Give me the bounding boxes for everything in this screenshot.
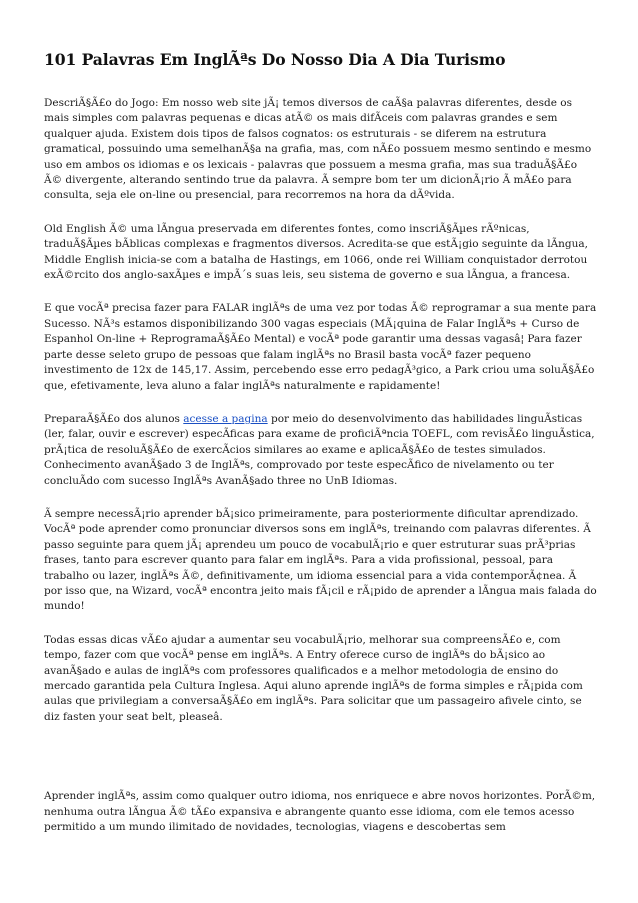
- document-page: [44, 50, 597, 853]
- paragraph-learn-basics: Ã sempre necessÃ¡rio aprender bÃ¡sico primeiramente, para posteriormente dificultar aprendizado. VocÃª pode aprender como pronunciar diversos sons em inglÃªs, treinando com palavras diferentes. Ã passo seguinte para quem jÃ¡ aprendeu um pouco de vocabulÃ¡rio e quer estruturar suas prÃ³prias frases, tanto para escrever quanto para falar em inglÃªs. Para a vida profissional, pessoal, para trabalho ou lazer, inglÃªs Ã©, definitivamente, um idioma essencial para a vida contemporÃ¢nea. Ã por isso que, na Wizard, vocÃª encontra jeito mais fÃ¡cil e rÃ¡pido de aprender a lÃngua mais falada do mundo!: [44, 507, 597, 613]
- paragraph-toefl-text-after: por meio do desenvolvimento das habilidades linguÃsticas (ler, falar, ouvir e escrever) especÃficas para exame de proficiÃªncia TOEFL, com revisÃ£o linguÃstica, prÃ¡tica de resoluÃ§Ã£o de exercÃcios similares ao exame e aplicaÃ§Ã£o de testes simulados. Conhecimento avanÃ§ado 3 de InglÃªs, comprovado por teste especÃfico de nivelamento ou ter concluÃdo com sucesso InglÃªs AvanÃ§ado three no UnB Idiomas.: [44, 412, 595, 487]
- paragraph-toefl-text-before: PreparaÃ§Ã£o dos alunos: [44, 412, 184, 425]
- paragraph-old-english: Old English Ã© uma lÃngua preservada em diferentes fontes, como inscriÃ§Ãµes rÃºnicas, traduÃ§Ãµes bÃblicas complexas e fragmentos diversos. Acredita-se que estÃ¡gio seguinte da lÃngua, Middle English inicia-se com a batalha de Hastings, em 1066, onde rei William conquistador derrotou exÃ©rcito dos anglo-saxÃµes e impÃ´s suas leis, seu sistema de governo e sua lÃngua, a francesa.: [44, 222, 589, 282]
- acesse-a-pagina-link[interactable]: acesse a pagina: [183, 412, 268, 425]
- paragraph-vocabulary-tips: Todas essas dicas vÃ£o ajudar a aumentar seu vocabulÃ¡rio, melhorar sua compreensÃ£o e, com tempo, fazer com que vocÃª pense em inglÃªs. A Entry oferece curso de inglÃªs do bÃ¡sico ao avanÃ§ado e aulas de inglÃªs com professores qualificados e a melhor metodologia de ensino do mercado garantida pela Cultura Inglesa. Aqui aluno aprende inglÃªs de forma simples e rÃ¡pida com aulas que privilegiam a conversaÃ§Ã£o em inglÃªs. Para solicitar que um passageiro afivele cinto, se diz fasten your seat belt, pleaseâ.: [44, 633, 583, 723]
- paragraph-reprogram-mind: E que vocÃª precisa fazer para FALAR inglÃªs de uma vez por todas Ã© reprogramar a sua mente para Sucesso. NÃ³s estamos disponibilizando 300 vagas especiais (MÃ¡quina de Falar InglÃªs + Curso de Espanhol On-line + ReprogramaÃ§Ã£o Mental) e vocÃª pode garantir uma dessas vagasâ¦ Para fazer parte desse seleto grupo de pessoas que falam inglÃªs no Brasil basta vocÃª fazer pequeno investimento de 12x de 145,17. Assim, percebendo esse erro pedagÃ³gico, a Park criou uma soluÃ§Ã£o que, efetivamente, leva aluno a falar inglÃªs naturalmente e rapidamente!: [44, 302, 597, 392]
- document-title: 101 Palavras Em InglÃªs Do Nosso Dia A Dia Turismo: [44, 50, 506, 69]
- paragraph-game-description: DescriÃ§Ã£o do Jogo: Em nosso web site jÃ¡ temos diversos de caÃ§a palavras diferentes, desde os mais simples com palavras pequenas e dicas atÃ© os mais difÃceis com palavras grandes e sem qualquer ajuda. Existem dois tipos de falsos cognatos: os estruturais - se diferem na estrutura gramatical, possuindo uma semelhanÃ§a na grafia, mas, com nÃ£o possuem mesmo sentindo e mesmo uso em ambos os idiomas e os lexicais - palavras que possuem a mesma grafia, mas sua traduÃ§Ã£o Ã© divergente, alterando sentindo true da palavra. Ã sempre bom ter um dicionÃ¡rio Ã mÃ£o para consulta, seja ele on-line ou presencial, para recorremos na hora da dÃºvida.: [44, 97, 592, 202]
- paragraph-toefl-preparation: [44, 412, 597, 489]
- paragraph-learn-english: Aprender inglÃªs, assim como qualquer outro idioma, nos enriquece e abre novos horizontes. PorÃ©m, nenhuma outra lÃngua Ã© tÃ£o expansiva e abrangente quanto esse idioma, com ele temos acesso permitido a um mundo ilimitado de novidades, tecnologias, viagens e descobertas sem: [44, 790, 596, 834]
